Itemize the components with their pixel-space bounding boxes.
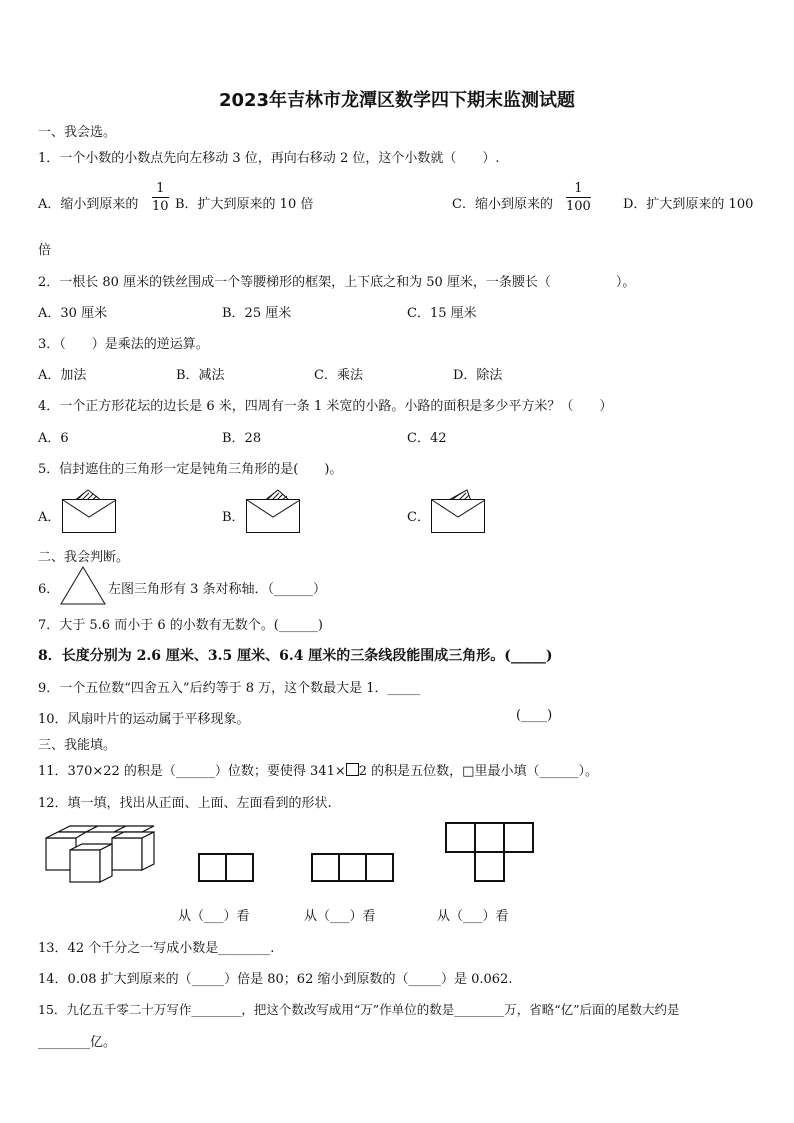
question-1-option-d: D．扩大到原来的 100 [623,197,754,212]
question-1-option-d-continued: 倍 [38,243,52,258]
fraction-numerator: 1 [566,180,591,198]
page-title: 2023年吉林市龙潭区数学四下期末监测试题 [218,90,576,111]
question-1-option-c: C．缩小到原来的 [452,197,553,212]
question-11-part2: 2 的积是五位数，□里最小填（______）。 [358,764,598,779]
question-10: 10．风扇叶片的运动属于平移现象。 [38,712,250,727]
view-label-1: 从（___）看 [178,909,250,924]
section-heading-fill: 三、我能填。 [38,738,117,753]
view-shape-three-squares [311,853,397,883]
option-c-fraction [566,180,591,215]
fraction-numerator: 1 [152,180,169,198]
question-4-option-a: A．6 [38,431,69,446]
question-15-line2: ________亿。 [38,1035,117,1050]
question-4-option-c: C．42 [407,431,447,446]
view-shape-t-squares [445,822,535,884]
question-5-option-a: A． [38,510,61,525]
envelope-triangle-b-icon [246,489,302,535]
question-2-option-c: C．15 厘米 [407,306,477,321]
option-a-fraction [152,180,169,215]
question-3-option-b: B．减法 [176,368,225,383]
question-3-stem: 3．（ ）是乘法的逆运算。 [38,337,209,352]
question-8: 8．长度分别为 2.6 厘米、3.5 厘米、6.4 厘米的三条线段能围成三角形。(_____) [38,648,553,664]
question-15-line1: 15．九亿五千零二十万写作________，把这个数改写成用“万”作单位的数是________万，省略“亿”后面的尾数大约是 [38,1002,680,1017]
view-label-3: 从（___）看 [437,909,509,924]
question-14: 14．0.08 扩大到原来的（_____）倍是 80；62 缩小到原数的（_____）是 0.062. [38,972,513,987]
section-heading-judge: 二、我会判断。 [38,550,130,565]
question-7: 7．大于 5.6 而小于 6 的小数有无数个。(______) [38,618,323,633]
question-12-stem: 12．填一填，找出从正面、上面、左面看到的形状. [38,796,332,811]
question-4-option-b: B．28 [222,431,262,446]
fraction-denominator: 10 [152,199,169,214]
question-10-answer-blank[interactable]: (____) [516,708,553,723]
question-6-text: 左图三角形有 3 条对称轴．（______） [108,582,327,597]
envelope-triangle-a-icon [62,489,118,535]
question-13: 13．42 个千分之一写成小数是________. [38,941,275,956]
question-9: 9．一个五位数“四舍五入”后约等于 8 万，这个数最大是 1．_____ [38,681,421,696]
empty-box-icon [346,763,359,776]
question-6-number: 6． [38,582,60,597]
view-label-2: 从（___）看 [304,909,376,924]
question-5-stem: 5．信封遮住的三角形一定是钝角三角形的是( )。 [38,462,343,477]
question-1-option-b: B．扩大到原来的 10 倍 [175,197,314,212]
view-shape-two-squares [198,853,256,883]
question-5-option-b: B． [222,510,245,525]
envelope-triangle-c-icon [431,489,487,535]
question-11 [38,760,598,779]
question-3-option-d: D．除法 [453,368,503,383]
question-1-option-a: A．缩小到原来的 [38,197,139,212]
fraction-denominator: 100 [566,199,591,214]
equilateral-triangle-icon [60,566,106,606]
section-heading-choose: 一、我会选。 [38,125,117,140]
question-11-part1: 11．370×22 的积是（______）位数；要使得 341× [38,764,346,779]
question-2-stem: 2．一根长 80 厘米的铁丝围成一个等腰梯形的框架，上下底之和为 50 厘米，一条腰长（ ）。 [38,275,636,290]
question-3-option-a: A．加法 [38,368,87,383]
question-2-option-a: A．30 厘米 [38,306,108,321]
question-2-option-b: B．25 厘米 [222,306,292,321]
question-5-option-c: C． [407,510,430,525]
question-1-stem: 1．一个小数的小数点先向左移动 3 位，再向右移动 2 位，这个小数就（ ）. [38,151,500,166]
cube-stack-figure [46,826,158,884]
question-3-option-c: C．乘法 [314,368,363,383]
question-4-stem: 4．一个正方形花坛的边长是 6 米，四周有一条 1 米宽的小路。小路的面积是多少平方米？（ ） [38,399,613,414]
